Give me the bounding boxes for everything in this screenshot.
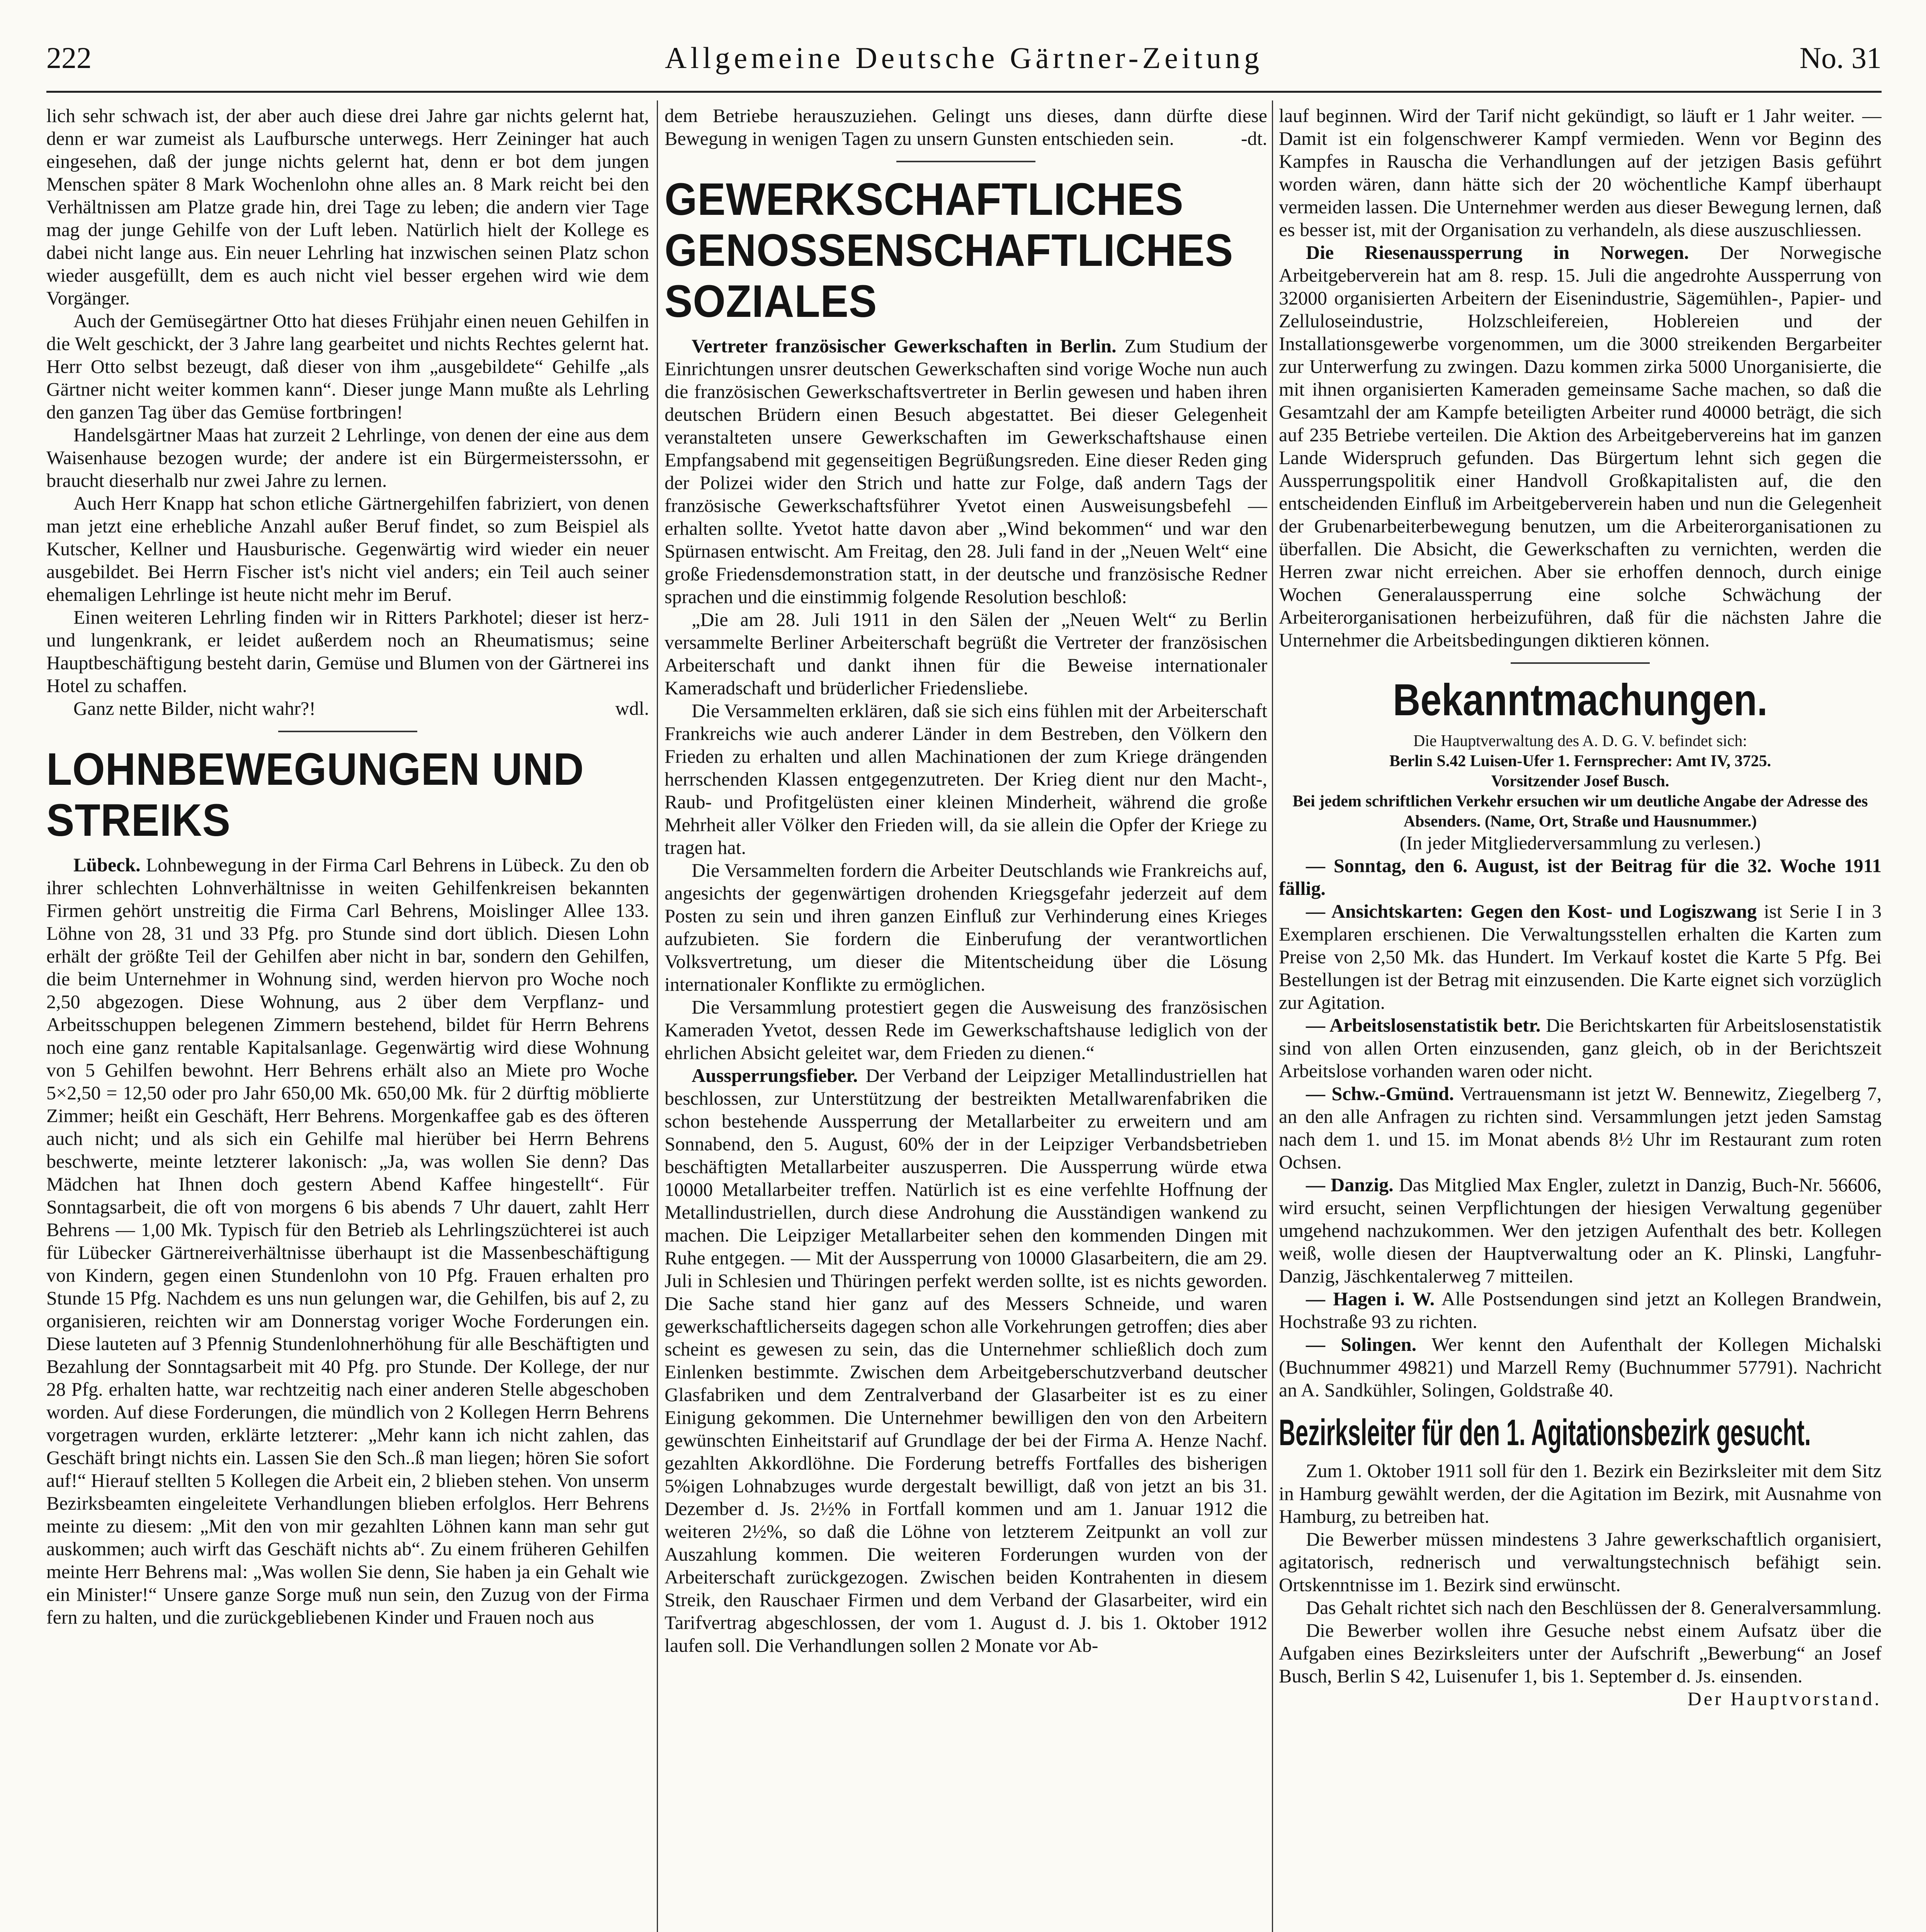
lead-word: — Danzig. [1306, 1174, 1394, 1196]
announcement [1279, 1173, 1882, 1287]
paragraph: Die Versammlung protestiert gegen die Ausweisung des französischen Kameraden Yvetot, dessen Rede im Gewerkschaftshause lediglich von der ehrlichen Absicht geleitet war, dem Frieden zu dienen.“ [665, 996, 1267, 1063]
paragraph-text: Die Berichtskarten für Arbeitslosenstatistik sind von allen Orten einzusenden, ganz gleich, ob in der Berichtszeit Arbeitslose vorhanden waren oder nicht. [1279, 1014, 1882, 1082]
notice-line: Berlin S.42 Luisen-Ufer 1. Fernsprecher: Amt IV, 3725. [1389, 752, 1771, 770]
paragraph [665, 335, 1267, 608]
section-separator [278, 731, 417, 732]
signature: Der Hauptvorstand. [1687, 1688, 1882, 1709]
notice-line: Vorsitzender Josef Busch. [1491, 772, 1669, 790]
author-signature: -dt. [1241, 128, 1267, 149]
announcement [1279, 900, 1882, 1014]
column-1 [46, 104, 649, 1932]
job-ad-heading: Bezirksleiter für den 1. Agitationsbezirk gesucht. [1279, 1412, 1811, 1453]
announcement [1279, 1014, 1882, 1082]
paragraph: Die Versammelten erklären, daß sie sich eins fühlen mit der Arbeiterschaft Frankreichs wie auch anderer Länder in dem Bestreben, den Völkern den Frieden zu erhalten und allen Machinationen der zum Kriege drängenden herrschenden Klassen entgegenzutreten. Der Krieg dient nur den Macht-, Raub- und Profitgelüsten einer kleinen Minderheit, während die große Mehrheit aller Völker den Frieden will, da sie allein die Opfer der Kriege zu tragen hat. [665, 700, 1267, 858]
announcement [1279, 1287, 1882, 1333]
paragraph-text: Zum Studium der Einrichtungen unsrer deutschen Gewerkschaften sind vorige Woche nun auch die französischen Gewerkschaftsvertreter in Berlin gewesen und haben ihren deutschen Brüdern einen Besuch abgestattet. Bei dieser Gelegenheit veranstalteten unsere Gewerkschaften im Gewerkschaftshause einen Empfangsabend mit gegenseitigen Begrüßungsreden. Eine dieser Reden ging der Polizei wider den Strich und hatte zur Folge, daß andern Tags der französische Gewerkschaftsführer Yvetot einen Ausweisungsbefehl — erhalten sollte. Yvetot hatte davon aber „Wind bekommen“ und war den Spürnasen entwischt. Am Freitag, den 28. Juli fand in der „Neuen Welt“ eine große Friedensdemonstration statt, in der deutsche und französische Redner sprachen und die einstimmig folgende Resolution beschloß: [665, 335, 1267, 607]
paragraph: Handelsgärtner Maas hat zurzeit 2 Lehrlinge, von denen der eine aus dem Waisenhause bezogen wurde; der andere ist ein Bürgermeisterssohn, er braucht dieserhalb nur zwei Jahre zu lernen. [46, 424, 649, 491]
notice-line: Die Hauptverwaltung des A. D. G. V. befindet sich: [1413, 732, 1747, 750]
column-rule [657, 100, 658, 1932]
paragraph: Auch Herr Knapp hat schon etliche Gärtnergehilfen fabriziert, von denen man jetzt eine erhebliche Anzahl außer Beruf findet, so zum Beispiel als Kutscher, Kellner und Hausburische. Gegenwärtig wird wieder ein neuer ausgebildet. Bei Herrn Fischer ist's nicht viel anders; ein Teil auch seiner ehemaligen Lehrlinge ist heute nicht mehr im Beruf. [46, 492, 649, 605]
paragraph-text: Vertrauensmann ist jetzt W. Bennewitz, Ziegelberg 7, an den alle Anfragen zu richten sind. Versammlungen jetzt jeden Samstag nach dem 1. und 15. im Monat abends 8½ Uhr im Restaurant zum roten Ochsen. [1279, 1083, 1882, 1173]
paragraph: Zum 1. Oktober 1911 soll für den 1. Bezirk ein Bezirksleiter mit dem Sitz in Hamburg gewählt werden, der die Agitation im Bezirk, mit Ausnahme von Hamburg, zu betreiben hat. [1279, 1460, 1882, 1527]
paragraph [665, 1064, 1267, 1657]
author-signature: wdl. [615, 697, 649, 719]
paragraph [1279, 241, 1882, 651]
paragraph-text: Der Norwegische Arbeitgeberverein hat am 8. resp. 15. Juli die angedrohte Aussperrung von 32000 organisierten Arbeitern der Eisenindustrie, Sägemühlen-, Papier- und Zelluloseindustrie, Holzschleifereien, Hoblereien und der Installationsgewerbe vorgenommen, um die 3000 streikenden Bergarbeiter zur Unterwerfung zu zwingen. Dazu kommen zirka 5000 Unorganisierte, die mit ihnen organisierten Kameraden gemeinsame Sache machen, so daß die Gesamtzahl der am Kampfe beteiligten Arbeiter rund 40000 beträgt, die sich auf 235 Betriebe verteilen. Die Aktion des Arbeitgebervereins hat im ganzen Lande Widerspruch gefunden. Das Bürgertum lehnt sich gegen die Aussperrungspolitik einer Handvoll Großkapitalisten auf, die den entscheidenden Einfluß im Arbeitgeberverein haben und nun die Gelegenheit der Grubenarbeiterbewegung benutzen, um die Arbeiterorganisationen zu überfallen. Die Absicht, die Gewerkschaften zu vernichten, werden die Herren zwar nicht erreichen. Aber sie erhoffen dennoch, durch einige Wochen Generalaussperrung eine solche Schwächung der Arbeiterorganisationen herbeizuführen, daß für die nächsten Jahre die Unternehmer die Arbeitsbedingungen diktieren können. [1279, 242, 1882, 651]
closing-line: Ganz nette Bilder, nicht wahr?! [73, 697, 316, 719]
section-heading: GEWERKSCHAFTLICHES GENOSSENSCHAFTLICHES SOZIALES [665, 174, 1234, 327]
paragraph-text: Lohnbewegung in der Firma Carl Behrens in Lübeck. Zu den ob ihrer schlechten Lohnverhältnisse in weiten Gehilfenkreisen bekannten Firmen gehört unstreitig die Firma Carl Behrens, Moislinger Allee 133. Löhne von 28, 31 und 33 Pfg. pro Stunde sind dort üblich. Diesen Lohn erhält der größte Teil der Gehilfen aber nicht in bar, sondern den Gehilfen, die beim Unternehmer in Wohnung sind, werden hiervon pro Woche noch 2,50 abgezogen. Diese Wohnung, aus 2 über dem Verpflanz- und Arbeitsschuppen belegenen Zimmern bestehend, bildet für Herrn Behrens noch eine ganz rentable Kapitalsanlage. Gegenwärtig wird diese Wohnung von 5 Gehilfen bewohnt. Herr Behrens erhält also an Miete pro Woche 5×2,50 = 12,50 oder pro Jahr 650,00 Mk. 650,00 Mk. für 2 dürftig möblierte Zimmer; heißt ein Geschäft, Herr Behrens. Morgenkaffee gab es des öfteren auch nicht; und als sich ein Gehilfe mal hierüber bei Herrn Behrens beschwerte, meinte letzterer lakonisch: „Ja, was wollen Sie denn? Das Mädchen hat Ihnen doch gestern Abend Kaffee hingestellt“. Für Sonntagsarbeit, die oft von morgens 6 bis abends 7 Uhr dauert, zahlt Herr Behrens — 1,00 Mk. Typisch für den Betrieb als Lehrlingszüchterei ist auch für Lübecker Gärtnereiverhältnisse überhaupt ist die Massenbeschäftigung von Kindern, gegen einen Stundenlohn von 10 Pfg. Frauen erhalten pro Stunde 15 Pfg. Nachdem es uns nun gelungen war, die Gehilfen, bis auf 2, zu organisieren, reichten wir am Donnerstag voriger Woche Forderungen ein. Diese lauteten auf 3 Pfennig Stundenlohnerhöhung für alle Beschäftigten und Bezahlung der Sonntagsarbeit mit 40 Pfg. pro Stunde. Der Kollege, der nur 28 Pfg. erhalten hatte, war rechtzeitig nach einer anderen Stelle abgeschoben worden. Auf diese Forderungen, die mündlich von 2 Kollegen Herrn Behrens vorgetragen wurden, erklärte letzterer: „Mehr kann ich nicht zahlen, das Geschäft bringt nichts ein. Lassen Sie den Sch..ß man liegen; hören Sie sofort auf!“ Hierauf stellten 5 Kollegen die Arbeit ein, 2 blieben stehen. Von unserm Bezirksbeamten eingeleitete Verhandlungen blieben erfolglos. Herr Behrens meinte zu diesem: „Mit den von mir gezahlten Löhnen kann man sehr gut auskommen; auch wirft das Geschäft nichts ab“. Zu einem früheren Gehilfen meinte Herr Behrens mal: „Was wollen Sie denn, Sie haben ja ein Gehalt wie ein Minister!“ Unsere ganze Sorge muß nun sein, den Zuzug von der Firma fern zu halten, und die zurückgebliebenen Kinder und Frauen noch aus [46, 854, 649, 1628]
lead-word: Die Riesenaussperrung in Norwegen. [1306, 242, 1689, 263]
lead-word: — Schw.-Gmünd. [1306, 1083, 1454, 1104]
column-2 [665, 104, 1267, 1932]
page-number: 222 [46, 41, 92, 75]
lead-word: — Hagen i. W. [1306, 1288, 1435, 1310]
paragraph [46, 697, 649, 720]
paragraph: „Die am 28. Juli 1911 in den Sälen der „Neuen Welt“ zu Berlin versammelte Berliner Arbeiterschaft begrüßt die Vertreter der französischen Arbeiterschaft und dankt ihnen für die Beweise internationaler Kameradschaft und brüderlicher Friedensliebe. [665, 609, 1267, 699]
paragraph-text: Wer kennt den Aufenthalt der Kollegen Michalski (Buchnummer 49821) und Marzell Remy (Buchnummer 57791). Nachricht an A. Sandkühler, Solingen, Goldstraße 40. [1279, 1333, 1882, 1401]
paragraph: Die Bewerber wollen ihre Gesuche nebst einem Aufsatz über die Aufgaben eines Bezirksleiters unter der Aufschrift „Bewerbung“ an Josef Busch, Berlin S 42, Luisenufer 1, bis 1. September d. Js. einsenden. [1279, 1619, 1882, 1687]
paragraph-text: Alle Postsendungen sind jetzt an Kollegen Brandwein, Hochstraße 93 zu richten. [1279, 1288, 1882, 1332]
paragraph [46, 854, 649, 1629]
paragraph: lauf beginnen. Wird der Tarif nicht gekündigt, so läuft er 1 Jahr weiter. — Damit ist ein folgenschwerer Kampf vermieden. Wenn vor Beginn des Kampfes in Rauscha die Verhandlungen auf der jetzigen Basis geführt worden wären, dann hätte sich der 20 wöchentliche Kampf überhaupt vermeiden lassen. Die Unternehmer werden aus dieser Bewegung lernen, daß es besser ist, mit der Organisation zu verhandeln, als diese auszuschliessen. [1279, 105, 1882, 240]
issue-number: No. 31 [1799, 41, 1882, 75]
lead-word: Aussperrungsfieber. [692, 1065, 858, 1086]
section-heading: LOHNBEWEGUNGEN UND STREIKS [46, 744, 584, 846]
paragraph: Die Bewerber müssen mindestens 3 Jahre gewerkschaftlich organisiert, agitatorisch, rednerisch und verwaltungstechnisch befähigt sein. Ortskenntnisse im 1. Bezirk sind erwünscht. [1279, 1528, 1882, 1595]
lead-word: — Arbeitslosenstatistik betr. [1306, 1014, 1541, 1036]
page-header [46, 37, 1882, 93]
paragraph [665, 104, 1267, 150]
paragraph: Auch der Gemüsegärtner Otto hat dieses Frühjahr einen neuen Gehilfen in die Welt geschickt, der 3 Jahre lang gearbeitet und nichts Rechtes gelernt hat. Herr Otto selbst bezeugt, daß dieser von ihm „ausgebildete“ Gehilfe „als Gärtner nicht weiter kommen kann“. Dieser junge Mann mußte als Lehrling den ganzen Tag über das Gemüse fortbringen! [46, 310, 649, 423]
paragraph: lich sehr schwach ist, der aber auch diese drei Jahre gar nichts gelernt hat, denn er war zumeist als Laufbursche unterwegs. Herr Zeininger hat auch eingesehen, daß der junge nichts gelernt hat, denn er bot dem jungen Menschen später 8 Mark Wochenlohn ohne alles an. 8 Mark reicht bei den Verhältnissen am Platze grade hin, drei Tage zu leben; die andern vier Tage mag der junge Gehilfe von der Luft leben. Natürlich hielt der Kollege es dabei nicht lange aus. Ein neuer Lehrling hat inzwischen seinen Platz schon wieder ausgefüllt, dem es auch nicht viel besser ergehen wird wie dem Vorgänger. [46, 105, 649, 309]
paragraph: Einen weiteren Lehrling finden wir in Ritters Parkhotel; dieser ist herz- und lungenkrank, er leidet außerdem noch an Rheumatismus; seine Hauptbeschäftigung besteht darin, Gemüse und Blumen von der Gärtnerei ins Hotel zu schaffen. [46, 606, 649, 696]
paragraph-text: Der Verband der Leipziger Metallindustriellen hat beschlossen, zur Unterstützung der bestreikten Metallwarenfabriken die schon bestehende Aussperrung der Metallarbeiter zu erweitern und am Sonnabend, den 5. August, 60% der in der Leipziger Verbandsbetrieben beschäftigten Metallarbeiter auszusperren. Die Aussperrung würde etwa 10000 Metallarbeiter treffen. Natürlich ist es eine verfehlte Hoffnung der Metallindustriellen, durch diese Androhung die Ausständigen wankend zu machen. Die Leipziger Metallarbeiter sehen den kommenden Dingen mit Ruhe entgegen. — Mit der Aussperrung von 10000 Glasarbeitern, die am 29. Juli in Schlesien und Thüringen perfekt werden sollte, ist es nichts geworden. Die Sache stand hier ganz auf des Messers Schneide, und waren gewerkschaftlicherseits dagegen schon alle Vorkehrungen getroffen; dies aber scheint es gewesen zu sein, das die Unternehmer schließlich doch zum Einlenken bestimmte. Zwischen dem Arbeitgeberschutzverband deutscher Glasfabriken und dem Zentralverband der Glasarbeiter ist es zu einer Einigung gekommen. Die Unternehmer bewilligen den von den Arbeitern gewünschten Einheitstarif auf Grundlage der bei der Firma A. Henze Nachf. gezahlten Akkordlöhne. Die Forderung betreffs Fortfalles des bisherigen 5%igen Lohnabzuges wurde dergestalt bewilligt, daß von jetzt an bis 31. Dezember d. Js. 2½% in Fortfall kommen und am 1. Januar 1912 die weiteren 2½%, so daß die Löhne von letzterem Zeitpunkt an voll zur Auszahlung kommen. Die weiteren Forderungen wurden von der Arbeiterschaft zurückgezogen. Zwischen beiden Kontrahenten in diesem Streik, den Rauschaer Firmen und dem Verband der Glasarbeiter, wird ein Tarifvertrag abgeschlossen, der vom 1. August d. J. bis 1. Oktober 1912 laufen soll. Die Verhandlungen sollen 2 Monate vor Ab- [665, 1065, 1267, 1656]
paragraph: Die Versammelten fordern die Arbeiter Deutschlands wie Frankreichs auf, angesichts der gegenwärtigen drohenden Kriegsgefahr jederzeit auf dem Posten zu sein und ihren ganzen Einfluß zur Verhinderung eines Krieges aufzubieten. Sie fordern die Einberufung der verantwortlichen Volksvertretung, um dieser die Mitentscheidung über die Lösung internationaler Konflikte zu ermöglichen. [665, 859, 1267, 995]
newspaper-title: Allgemeine Deutsche Gärtner-Zeitung [665, 41, 1263, 75]
paragraph-text: ist Serie I in 3 Exemplaren erschienen. Die Verwaltungsstellen erhalten die Karten zum Preise von 2,50 Mk. das Hundert. Im Verkauf kostet die Karte 5 Pfg. Bei Bestellungen ist der Betrag mit einzusenden. Die Karte eignet sich vorzüglich zur Agitation. [1279, 900, 1882, 1013]
lead-word: — Ansichtskarten: Gegen den Kost- und Logiszwang [1306, 900, 1757, 922]
section-separator [896, 161, 1035, 162]
announcement [1279, 1333, 1882, 1401]
notice-line: (In jeder Mitgliederversammlung zu verlesen.) [1399, 832, 1761, 854]
lead-word: — Solingen. [1306, 1333, 1417, 1355]
section-separator [1511, 662, 1650, 664]
section-heading: Bekanntmachungen. [1393, 675, 1768, 725]
announcement: — Sonntag, den 6. August, ist der Beitrag für die 32. Woche 1911 fällig. [1279, 855, 1882, 899]
paragraph-text: dem Betriebe herauszuziehen. Gelingt uns dieses, dann dürfte diese Bewegung in wenigen Tagen zu unsern Gunsten entschieden sein. [665, 105, 1267, 149]
column-3 [1279, 104, 1882, 1932]
column-rule [1272, 100, 1273, 1932]
lead-word: Lübeck. [73, 854, 141, 876]
notice-line: Bei jedem schriftlichen Verkehr ersuchen wir um deutliche Angabe der Adresse des Absenders. (Name, Ort, Straße und Hausnummer.) [1292, 793, 1868, 830]
lead-word: Vertreter französischer Gewerkschaften in Berlin. [692, 335, 1117, 357]
paragraph-text: Das Mitglied Max Engler, zuletzt in Danzig, Buch-Nr. 56606, wird ersucht, seinen Verpflichtungen der hiesigen Verwaltung gegenüber umgehend nachzukommen. Wer den jetzigen Aufenthalt des betr. Kollegen weiß, wolle diesen der Hauptverwaltung oder an K. Plinski, Langfuhr-Danzig, Jäschkentalerweg 7 mitteilen. [1279, 1174, 1882, 1287]
paragraph: Das Gehalt richtet sich nach den Beschlüssen der 8. Generalversammlung. [1306, 1597, 1882, 1618]
announcement [1279, 1082, 1882, 1173]
